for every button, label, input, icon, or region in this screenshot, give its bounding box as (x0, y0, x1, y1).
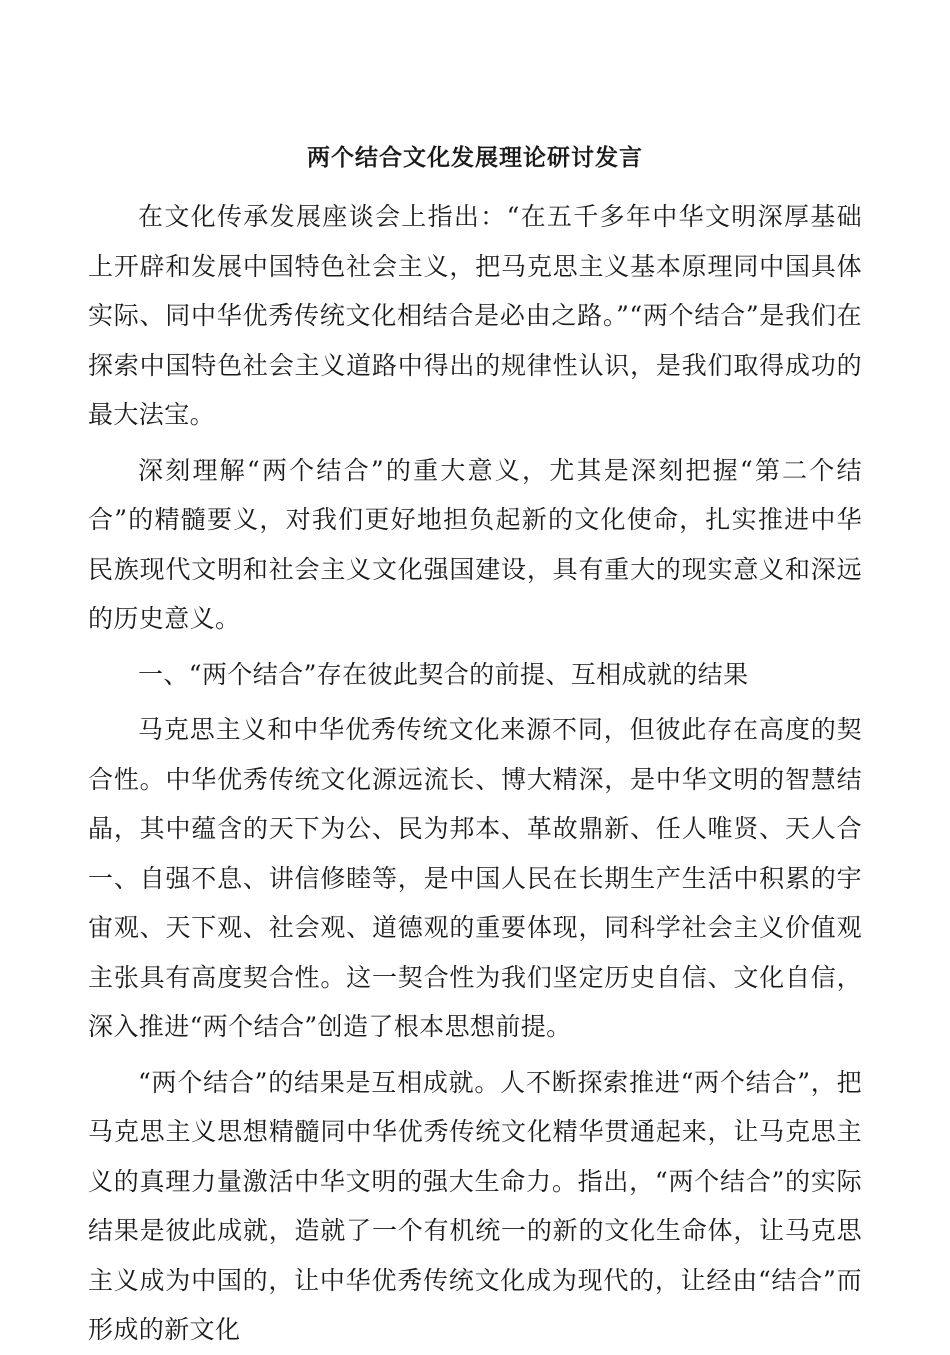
title-bold-part: 文化发展理论研讨发言 (403, 144, 643, 171)
paragraph-3: 马克思主义和中华优秀传统文化来源不同，但彼此存在高度的契合性。中华优秀传统文化源远流长、博大精深，是中华文明的智慧结晶，其中蕴含的天下为公、民为邦本、革故鼎新、任人唯贤、天人合一、自强不息、讲信修睦等，是中国人民在长期生产生活中积累的宇宙观、天下观、社会观、道德观的重要体现，同科学社会主义价值观主张具有高度契合性。这一契合性为我们坚定历史自信、文化自信，深入推进“两个结合”创造了根本思想前提。 (88, 715, 862, 1041)
document-page (88, 140, 862, 1355)
paragraph-1: 在文化传承发展座谈会上指出：“在五千多年中华文明深厚基础上开辟和发展中国特色社会主义，把马克思主义基本原理同中国具体实际、同中华优秀传统文化相结合是必由之路。”“两个结合”是我们在探索中国特色社会主义道路中得出的规律性认识，是我们取得成功的最大法宝。 (88, 202, 862, 429)
title-normal-part: 两个结合 (307, 144, 403, 171)
document-title (88, 140, 862, 176)
section-heading-1: 一、“两个结合”存在彼此契合的前提、互相成就的结果 (138, 659, 749, 689)
paragraph-4: “两个结合”的结果是互相成就。人不断探索推进“两个结合”，把马克思主义思想精髓同中华优秀传统文化精华贯通起来，让马克思主义的真理力量激活中华文明的强大生命力。指出，“两个结合”的实际结果是彼此成就，造就了一个有机统一的新的文化生命体，让马克思主义成为中国的，让中华优秀传统文化成为现代的，让经由“结合”而形成的新文化 (88, 1067, 862, 1344)
paragraph-2: 深刻理解“两个结合”的重大意义，尤其是深刻把握“第二个结合”的精髓要义，对我们更好地担负起新的文化使命，扎实推进中华民族现代文明和社会主义文化强国建设，具有重大的现实意义和深远的历史意义。 (88, 455, 862, 633)
